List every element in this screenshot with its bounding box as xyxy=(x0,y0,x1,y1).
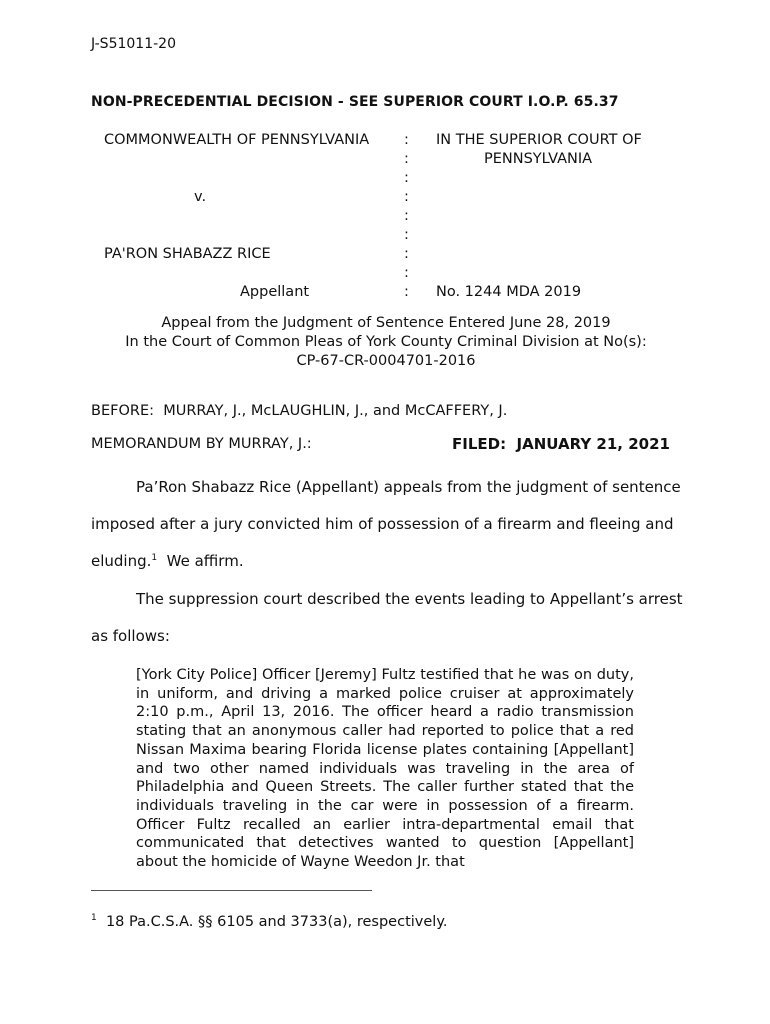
court-name-line1: IN THE SUPERIOR COURT OF xyxy=(436,132,642,148)
body-line: Pa’Ron Shabazz Rice (Appellant) appeals from the judgment of sentence xyxy=(136,478,681,496)
footnote xyxy=(91,913,447,930)
court-name-line2: PENNSYLVANIA xyxy=(484,151,593,167)
caption-colon: : xyxy=(404,246,409,262)
body-text: We affirm. xyxy=(157,552,244,570)
body-line xyxy=(91,552,244,570)
body-line: The suppression court described the events leading to Appellant’s arrest xyxy=(136,590,683,608)
versus-label: v. xyxy=(194,189,207,205)
caption-colon: : xyxy=(404,208,409,224)
caption-colon: : xyxy=(404,265,409,281)
caption-colon: : xyxy=(404,189,409,205)
plaintiff-name: COMMONWEALTH OF PENNSYLVANIA xyxy=(104,132,370,148)
case-number: No. 1244 MDA 2019 xyxy=(436,284,582,300)
footnote-mark: 1 xyxy=(91,913,97,923)
footnote-reference[interactable]: 1 xyxy=(151,553,158,563)
nonprecedential-notice: NON-PRECEDENTIAL DECISION - SEE SUPERIOR COURT I.O.P. 65.37 xyxy=(91,94,619,110)
appeal-line3: CP-67-CR-0004701-2016 xyxy=(296,353,476,369)
appellant-role: Appellant xyxy=(240,284,310,300)
caption-colon: : xyxy=(404,151,409,167)
appeal-line1: Appeal from the Judgment of Sentence Entered June 28, 2019 xyxy=(161,315,611,331)
footnote-divider xyxy=(91,890,372,891)
caption-colon: : xyxy=(404,227,409,243)
block-quote: [York City Police] Officer [Jeremy] Fultz testified that he was on duty, in uniform, and driving a marked police cruiser at approximately 2:10 p.m., April 13, 2016. The officer heard a radio transmission stating that an anonymous caller had reported to police that a red Nissan Maxima bearing Florida license plates containing [Appellant] and two other named individuals was traveling in the area of Philadelphia and Queen Streets. The caller further stated that the individuals traveling in the car were in possession of a firearm. Officer Fultz recalled an earlier intra-departmental email that communicated that detectives wanted to question [Appellant] about the homicide of Wayne Weedon Jr. that xyxy=(136,667,634,871)
appeal-line2: In the Court of Common Pleas of York County Criminal Division at No(s): xyxy=(125,334,647,350)
caption-colon: : xyxy=(404,132,409,148)
caption-colon: : xyxy=(404,284,409,300)
memorandum-author: MEMORANDUM BY MURRAY, J.: xyxy=(91,436,312,452)
defendant-name: PA'RON SHABAZZ RICE xyxy=(104,246,271,262)
body-line: as follows: xyxy=(91,627,170,645)
footnote-text: 18 Pa.C.S.A. §§ 6105 and 3733(a), respectively. xyxy=(96,914,448,930)
caption-colon: : xyxy=(404,170,409,186)
body-text: eluding. xyxy=(91,552,152,570)
filed-date: FILED: JANUARY 21, 2021 xyxy=(452,435,670,453)
docket-id: J-S51011-20 xyxy=(91,36,176,52)
body-line: imposed after a jury convicted him of possession of a firearm and fleeing and xyxy=(91,515,674,533)
panel-judges: BEFORE: MURRAY, J., McLAUGHLIN, J., and McCAFFERY, J. xyxy=(91,403,508,419)
